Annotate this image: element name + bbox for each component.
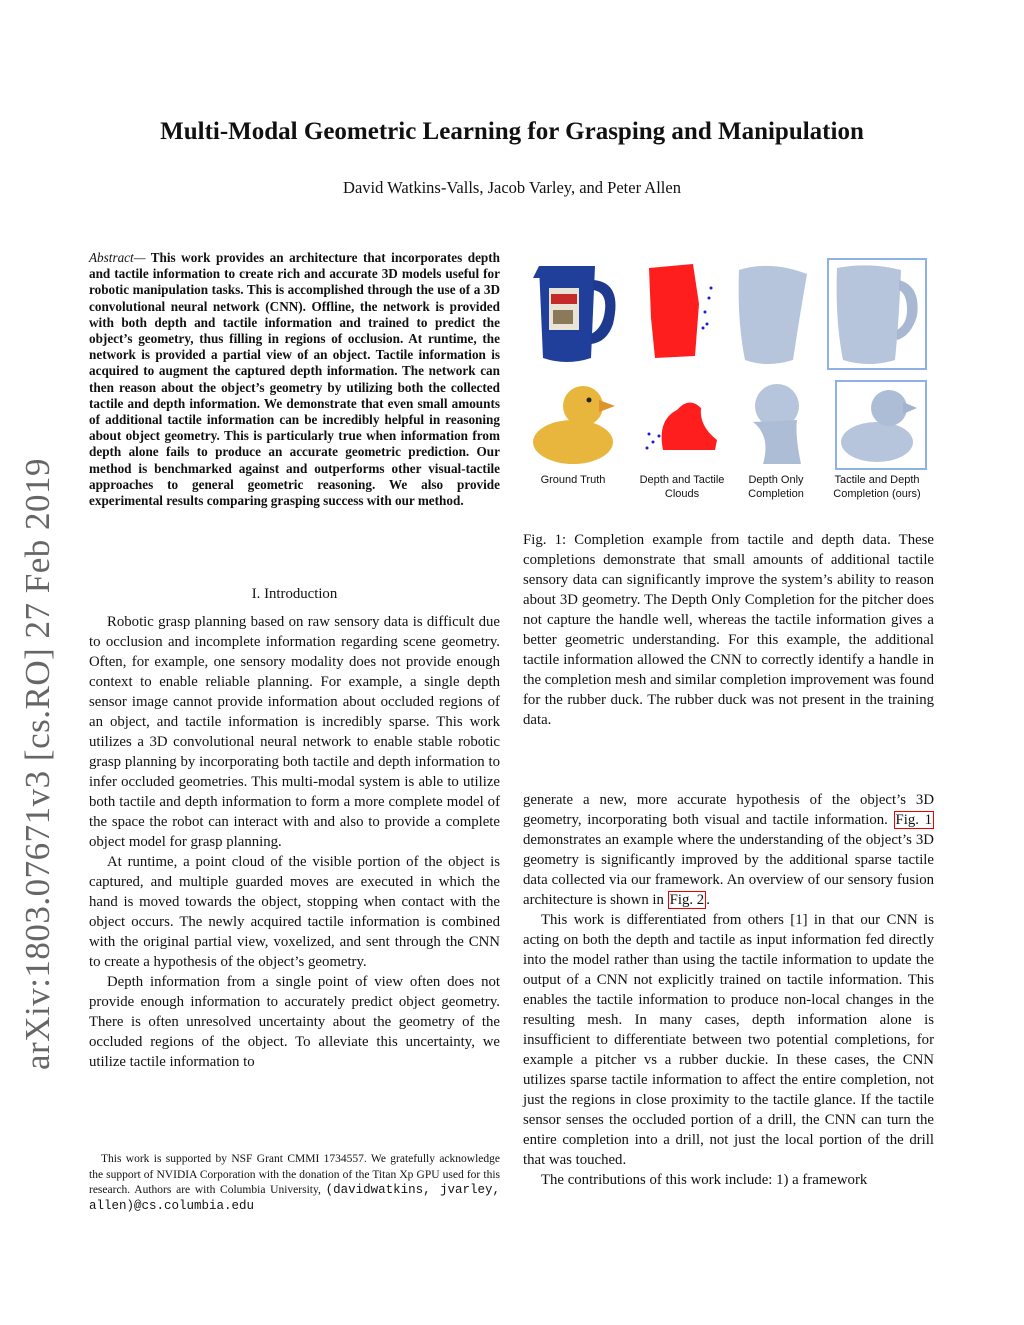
duck-ground-truth-image	[529, 380, 625, 470]
paper-title: Multi-Modal Geometric Learning for Grasping and Manipulation	[160, 118, 864, 145]
paragraph: The contributions of this work include: 1) a framework	[541, 1172, 868, 1188]
figure-1	[523, 252, 934, 522]
figure-label: Ground Truth	[540, 474, 606, 486]
pitcher-ours-frame	[827, 258, 927, 370]
footnote-emails: (davidwatkins, jvarley, allen)@cs.columbia.edu	[89, 1183, 501, 1213]
paragraph: Depth information from a single point of view often does not provide enough information to accurately predict object geometry. There is often unresolved uncertainty about the geometry of the occluded regions of the object. To alleviate this uncertainty, we utilize tactile information to	[89, 974, 500, 1070]
abstract-label: Abstract	[89, 250, 134, 265]
footnote-text: This work is supported by NSF Grant CMMI 1734557. We gratefully acknowledge the support of NVIDIA Corporation with the donation of the Titan Xp GPU used for this research. Authors are with Columbia University,	[89, 1153, 500, 1196]
section-heading: I. Introduction	[251, 586, 338, 602]
arxiv-stamp: arXiv:1803.07671v3 [cs.RO] 27 Feb 2019	[18, 457, 57, 1070]
intro-right	[523, 790, 934, 1190]
author-list: David Watkins-Valls, Jacob Varley, and Peter Allen	[343, 178, 681, 197]
fig-1-link[interactable]: Fig. 1	[895, 812, 932, 828]
figure-label: Depth and Tactile Clouds	[639, 474, 725, 500]
duck-ours-frame	[835, 380, 927, 470]
paragraph-text: generate a new, more accurate hypothesis of the object’s 3D geometry, incorporating both visual and tactile information.	[523, 792, 934, 828]
abstract-body: This work provides an architecture that incorporates depth and tactile information to create rich and accurate 3D models useful for robotic manipulation tasks. This is accomplished through the use of a 3D convolutional neural network (CNN). Offline, the network is provided with both depth and tactile information and trained to predict the object’s geometry, thus filling in regions of occlusion. At runtime, the network is provided a partial view of an object. Tactile information is acquired to augment the captured depth information. The network can then reason about the object’s geometry by utilizing both the collected tactile and depth information. We demonstrate that even small amounts of additional tactile information can be incredibly helpful in reasoning about object geometry. This is particularly true when information from depth alone fails to produce an accurate geometric prediction. Our method is benchmarked against and outperforms other visual-tactile approaches to general geometric reasoning. We also provide experimental results comparing grasping success with our method.	[89, 250, 500, 509]
intro-left	[89, 612, 500, 1072]
pitcher-depth-only-image	[731, 260, 817, 370]
pitcher-ours-image	[829, 260, 925, 368]
footnote	[89, 1152, 500, 1214]
duck-ours-image	[837, 382, 925, 468]
paragraph-text: demonstrates an example where the understanding of the object’s 3D geometry is significantly improved by the additional sparse tactile data collected via our framework. An overview of our sensory fusion architecture is shown in	[523, 832, 934, 908]
paragraph: generate a new, more accurate hypothesis of the object’s 3D geometry, incorporating both visual and tactile information. Fig. 1 demonstrates an example where the understanding of the object’s 3D geometry is significantly improved by the additional sparse tactile data collected via our framework. An overview of our sensory fusion architecture is shown in Fig. 2 .	[523, 792, 934, 908]
figure-label: Tactile and Depth Completion (ours)	[833, 474, 921, 500]
paragraph: At runtime, a point cloud of the visible portion of the object is captured, and multiple guarded moves are executed in which the hand is moved towards the object, stopping when contact with the object occurs. The newly acquired tactile information is combined with the original partial view, voxelized, and sent through the CNN to create a hypothesis of the object’s geometry.	[89, 854, 500, 970]
pitcher-ground-truth-image	[529, 258, 625, 370]
fig-2-link[interactable]: Fig. 2	[669, 892, 705, 908]
pitcher-cloud-image	[643, 258, 723, 368]
figure-caption: Fig. 1: Completion example from tactile and depth data. These completions demonstrate that small amounts of additional tactile sensory data can significantly improve the system’s ability to reason about 3D geometry. The Depth Only Completion for the pitcher does not capture the handle well, whereas the tactile information gives a better geometric understanding. For this example, the additional tactile information allowed the CNN to correctly identify a handle in the completion mesh and similar completion improvement was found for the rubber duck. The rubber duck was not present in the training data.	[523, 532, 934, 728]
duck-cloud-image	[643, 390, 723, 470]
paragraph: This work is differentiated from others [1] in that our CNN is acting on both the depth and tactile as input information fed directly into the model rather than using the tactile information to update the output of a CNN not explicitly trained on tactile information. This enables the tactile information to produce non-local changes in the resulting mesh. In many cases, depth information alone is insufficient to differentiate between two potential completions, for example a pitcher vs a rubber duckie. In these cases, the CNN utilizes sparse tactile information to affect the entire completion, not just the regions in close proximity to the tactile glance. If the tactile sensor senses the occluded portion of a drill, the CNN can turn the entire completion into a drill, not just the local portion of the drill that was touched.	[523, 912, 934, 1168]
figure-label: Depth Only Completion	[748, 474, 804, 500]
duck-depth-only-image	[731, 376, 817, 472]
paragraph: Robotic grasp planning based on raw sensory data is difficult due to occlusion and incomplete information regarding scene geometry. Often, for example, one sensory modality does not provide enough context to enable reliable planning. For example, a single depth sensor image cannot provide information about occluded regions of an object, and tactile information is incredibly sparse. This work utilizes a 3D convolutional neural network to enable stable robotic grasp planning by incorporating both tactile and depth information to infer occluded geometries. This multi-modal system is able to utilize both tactile and depth information to form a more complete model of the space the robot can interact with and also to provide a complete object model for grasp planning.	[89, 614, 500, 850]
abstract: Abstract— This work provides an architecture that incorporates depth and tactile information to create rich and accurate 3D models useful for robotic manipulation tasks. This is accomplished through the use of a 3D convolutional neural network (CNN). Offline, the network is provided with both depth and tactile information and trained to predict the object’s geometry, thus filling in regions of occlusion. At runtime, the network is provided a partial view of an object. Tactile information is acquired to augment the captured depth information. The network can then reason about the object’s geometry by utilizing both the collected tactile and depth information. We demonstrate that even small amounts of additional tactile information can be incredibly helpful in reasoning about object geometry. This is particularly true when information from depth alone fails to produce an accurate geometric prediction. Our method is benchmarked against and outperforms other visual-tactile approaches to general geometric reasoning. We also provide experimental results comparing grasping success with our method.	[89, 250, 500, 509]
